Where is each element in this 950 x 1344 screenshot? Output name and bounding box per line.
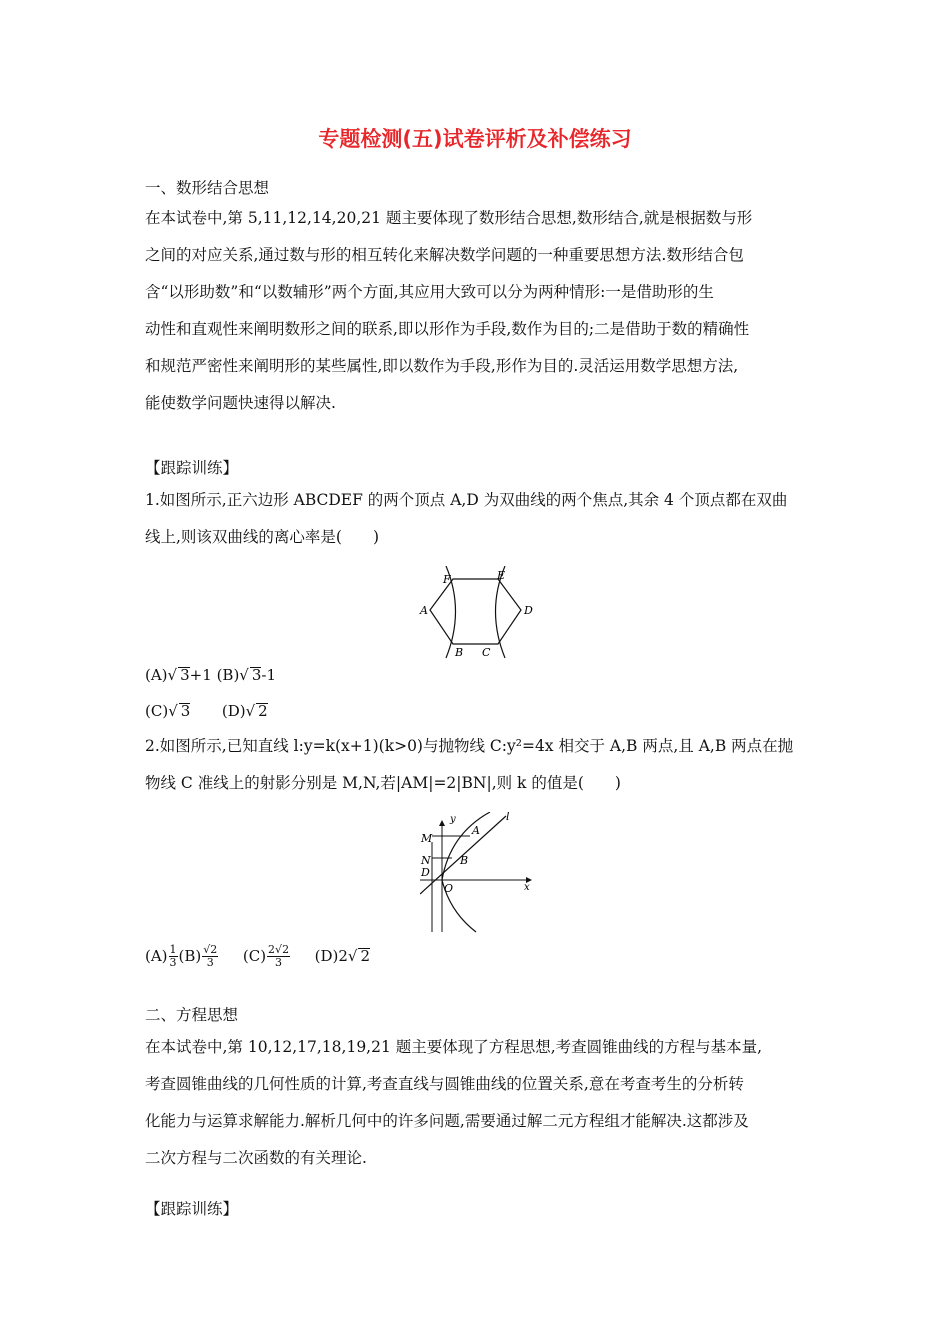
section-heading-2: 二、方程思想	[145, 1006, 239, 1024]
label-B: B	[455, 646, 464, 659]
option-d: (D)2√ 2	[314, 946, 371, 965]
training-heading-1: 【跟踪训练】	[145, 459, 239, 477]
label-E: E	[497, 569, 506, 582]
question-line: 物线 C 准线上的射影分别是 M,N,若|AM|=2|BN|,则 k 的值是( )	[145, 774, 621, 792]
paragraph-line: 动性和直观性来阐明数形之间的联系,即以形作为手段,数作为目的;二是借助于数的精确性	[145, 320, 750, 338]
paragraph-line: 含“以形助数”和“以数辅形”两个方面,其应用大致可以分为两种情形:一是借助形的生	[145, 283, 714, 301]
option-b: (B) $\frac{√2}{3}$	[178, 943, 218, 969]
question-1-text	[145, 482, 809, 556]
label-M: M	[421, 832, 433, 845]
question-line: 2.如图所示,已知直线 l:y=k(x+1)(k>0)与抛物线 C:y²=4x 相交于 A,B 两点,且 A,B 两点在抛	[145, 737, 794, 755]
label-l: l	[506, 812, 510, 823]
label-y: y	[450, 814, 456, 825]
question-2-text	[145, 728, 809, 802]
hexagon-shape	[430, 579, 521, 644]
paragraph-line: 考查圆锥曲线的几何性质的计算,考查直线与圆锥曲线的位置关系,意在考查考生的分析转	[145, 1075, 744, 1093]
paragraph-line: 在本试卷中,第 5,11,12,14,20,21 题主要体现了数形结合思想,数形结合,就是根据数与形	[145, 209, 753, 227]
hexagon-hyperbola-figure	[418, 566, 536, 660]
label-x: x	[524, 882, 530, 893]
question-line: 1.如图所示,正六边形 ABCDEF 的两个顶点 A,D 为双曲线的两个焦点,其余 4 个顶点都在双曲	[145, 491, 788, 509]
option-c: (C) $\frac{2√2}{3}$	[242, 943, 290, 969]
parabola-line-figure	[420, 812, 536, 934]
label-O: O	[444, 882, 454, 895]
option-d: (D)√ 2	[221, 702, 268, 720]
section-heading-1: 一、数形结合思想	[145, 179, 270, 197]
parabola-curve	[442, 812, 490, 932]
paragraph-line: 二次方程与二次函数的有关理论.	[145, 1149, 367, 1167]
page-title: 专题检测(五)试卷评析及补偿练习	[318, 127, 632, 151]
question-1-options-row-1	[145, 666, 276, 684]
section-2-paragraph	[145, 1029, 809, 1177]
y-axis-arrow	[439, 820, 445, 826]
label-A: A	[472, 824, 480, 837]
label-B: B	[460, 854, 469, 867]
section-1-paragraph	[145, 200, 809, 422]
paragraph-line: 在本试卷中,第 10,12,17,18,19,21 题主要体现了方程思想,考查圆锥曲线的方程与基本量,	[145, 1038, 763, 1056]
label-D: D	[524, 604, 533, 617]
question-line: 线上,则该双曲线的离心率是( )	[145, 528, 380, 546]
option-a: (A) $\frac{1}{3}$	[145, 943, 177, 969]
question-2-options	[145, 944, 370, 969]
label-N: N	[421, 854, 431, 867]
training-heading-2: 【跟踪训练】	[145, 1200, 239, 1218]
label-C: C	[482, 646, 491, 659]
paragraph-line: 和规范严密性来阐明形的某些属性,即以数作为手段,形作为目的.灵活运用数学思想方法,	[145, 357, 739, 375]
option-b: (B)√ 3-1	[216, 666, 277, 684]
option-a: (A)√ 3+1	[145, 666, 212, 684]
paragraph-line: 之间的对应关系,通过数与形的相互转化来解决数学问题的一种重要思想方法.数形结合包	[145, 246, 744, 264]
label-F: F	[443, 573, 451, 586]
option-c: (C)√ 3	[145, 702, 191, 720]
paragraph-line: 化能力与运算求解能力.解析几何中的许多问题,需要通过解二元方程组才能解决.这都涉及	[145, 1112, 749, 1130]
question-1-options-row-2	[145, 702, 268, 720]
paragraph-line: 能使数学问题快速得以解决.	[145, 394, 336, 412]
label-A: A	[420, 604, 428, 617]
label-D: D	[421, 866, 430, 879]
